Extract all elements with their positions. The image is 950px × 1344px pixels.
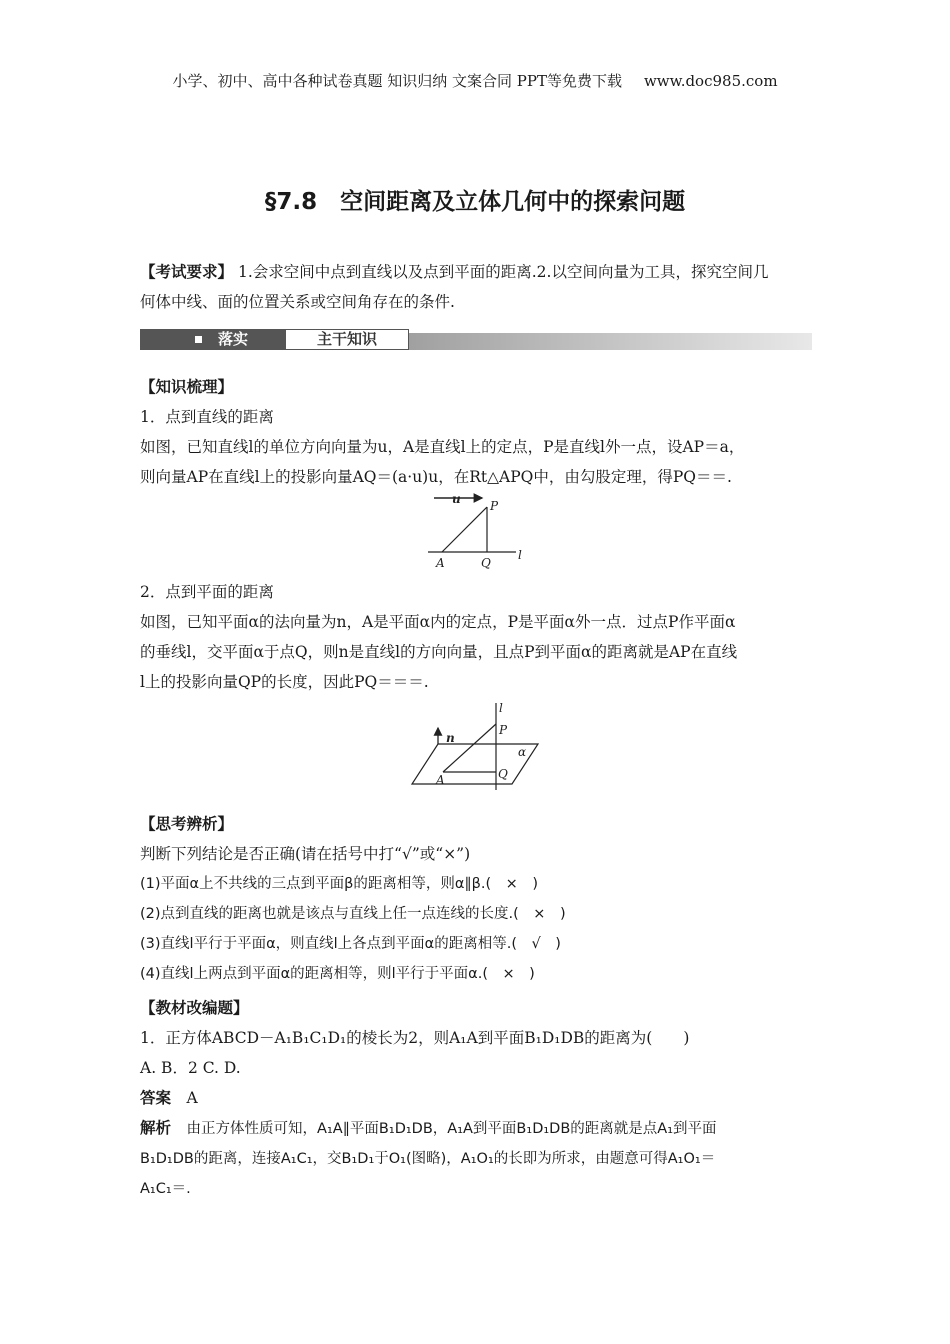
answer-row <box>140 1083 812 1113</box>
exam-requirements <box>140 257 812 317</box>
thinking-section <box>140 809 812 989</box>
band-box-label: 主干知识 <box>285 329 409 350</box>
s1-title: 1．点到直线的距离 <box>140 408 274 426</box>
fig2-label-P: P <box>499 723 508 737</box>
answer-value: A <box>186 1089 198 1107</box>
page-header <box>0 70 950 91</box>
s2-line3: l上的投影向量QP的长度，因此PQ＝＝＝. <box>140 673 429 691</box>
square-bullet-icon <box>195 336 202 343</box>
header-url[interactable]: www.doc985.com <box>643 72 778 90</box>
fig1-label-Q: Q <box>481 556 491 570</box>
thinking-intro: 判断下列结论是否正确(请在括号中打“√”或“×”) <box>140 845 471 863</box>
s2-line2: 的垂线l，交平面α于点Q，则n是直线l的方向向量，且点P到平面α的距离就是AP在直线 <box>140 643 738 661</box>
segment-AP <box>442 507 487 552</box>
fig2-label-l: l <box>499 701 503 715</box>
textbook-q1: 1．正方体ABCD－A₁B₁C₁D₁的棱长为2，则A₁A到平面B₁D₁DB的距离为( ) <box>140 1029 690 1047</box>
exam-req-label: 【考试要求】 <box>140 262 234 281</box>
exam-req-line1: 1.会求空间中点到直线以及点到平面的距离.2.以空间向量为工具，探究空间几 <box>237 263 769 281</box>
fig1-label-A: A <box>436 556 445 570</box>
fig1-label-l: l <box>518 548 522 562</box>
textbook-section <box>140 993 812 1204</box>
header-text: 小学、初中、高中各种试卷真题 知识归纳 文案合同 PPT等免费下载 <box>172 72 622 90</box>
knowledge-section-1 <box>140 372 812 492</box>
knowledge-heading: 【知识梳理】 <box>140 377 234 396</box>
figure-point-plane-distance <box>408 700 544 792</box>
thinking-item-3: (3)直线l平行于平面α，则直线l上各点到平面α的距离相等.( √ ) <box>140 936 561 952</box>
thinking-item-4: (4)直线l上两点到平面α的距离相等，则l平行于平面α.( × ) <box>140 966 535 982</box>
fig2-label-n: n <box>446 731 455 745</box>
fig1-label-P: P <box>490 499 499 513</box>
exam-req-line2: 何体中线、面的位置关系或空间角存在的条件. <box>140 293 455 311</box>
page-title: §7.8 空间距离及立体几何中的探索问题 <box>264 189 686 215</box>
s2-line1: 如图，已知平面α的法向量为n，A是平面α内的定点，P是平面α外一点．过点P作平面α <box>140 613 736 631</box>
figure-point-line-distance <box>420 490 540 572</box>
analysis-line1: 由正方体性质可知，A₁A∥平面B₁D₁DB，A₁A到平面B₁D₁DB的距离就是点A₁到平面 <box>186 1121 717 1137</box>
analysis-line3: A₁C₁＝. <box>140 1181 191 1197</box>
section-band <box>140 329 812 352</box>
thinking-item-2: (2)点到直线的距离也就是该点与直线上任一点连线的长度.( × ) <box>140 906 566 922</box>
s2-title: 2．点到平面的距离 <box>140 583 274 601</box>
analysis-line2: B₁D₁DB的距离，连接A₁C₁，交B₁D₁于O₁(图略)，A₁O₁的长即为所求，由题意可得A₁O₁＝ <box>140 1151 716 1167</box>
fig2-label-A: A <box>436 773 445 787</box>
fig2-label-Q: Q <box>498 767 508 781</box>
band-dark <box>140 329 285 350</box>
s1-line1: 如图，已知直线l的单位方向向量为u，A是直线l上的定点，P是直线l外一点，设AP＝a， <box>140 438 745 456</box>
band-left-label: 落实 <box>218 330 249 348</box>
fig2-label-alpha: α <box>518 745 527 759</box>
fig1-label-u: u <box>452 492 461 506</box>
textbook-heading: 【教材改编题】 <box>140 998 249 1017</box>
textbook-options: A. B．2 C. D. <box>140 1059 241 1077</box>
answer-label: 答案 <box>140 1088 172 1107</box>
thinking-heading: 【思考辨析】 <box>140 814 234 833</box>
thinking-item-1: (1)平面α上不共线的三点到平面β的距离相等，则α∥β.( × ) <box>140 876 538 892</box>
analysis-row <box>140 1113 812 1144</box>
knowledge-section-2 <box>140 577 812 697</box>
analysis-label: 解析 <box>140 1118 172 1137</box>
s1-line2: 则向量AP在直线l上的投影向量AQ＝(a·u)u，在Rt△APQ中，由勾股定理，得PQ＝＝. <box>140 468 732 486</box>
